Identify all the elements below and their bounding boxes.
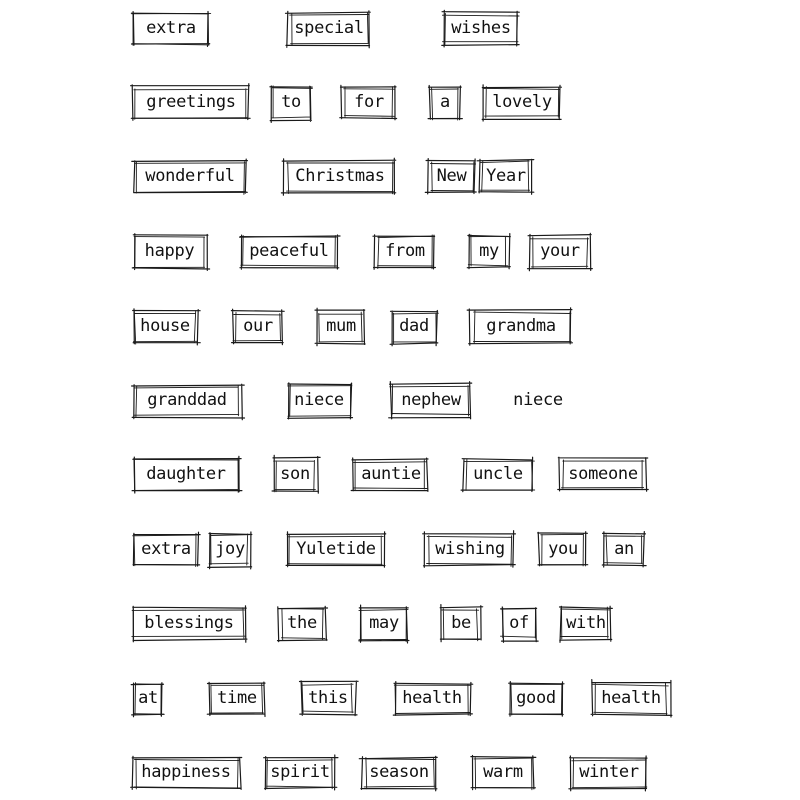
word-stamp — [209, 533, 251, 567]
word-stamp — [132, 86, 250, 120]
word-label: warm — [483, 762, 523, 782]
word-stamp — [425, 533, 515, 567]
word-stamp — [132, 533, 200, 567]
word-label: joy — [215, 539, 245, 559]
word-label: niece — [294, 390, 344, 410]
word-label: happiness — [141, 762, 231, 782]
word-stamp — [472, 756, 534, 790]
word-stamp — [470, 310, 572, 344]
word-stamp — [287, 12, 371, 46]
word-label: house — [140, 316, 190, 336]
word-stamp — [428, 160, 475, 194]
word-stamp — [362, 756, 436, 790]
word-stamp — [353, 458, 429, 492]
word-label: son — [280, 464, 310, 484]
word-stamp — [443, 12, 519, 46]
word-row — [0, 160, 800, 194]
word-stamp — [393, 682, 471, 716]
word-row — [0, 607, 800, 641]
word-stamp — [264, 756, 336, 790]
word-row — [0, 12, 800, 46]
word-stamp — [501, 607, 537, 641]
word-label: extra — [146, 18, 196, 38]
word-label: daughter — [146, 464, 226, 484]
word-label: Yuletide — [296, 539, 376, 559]
word-stamp — [286, 384, 352, 418]
word-label: granddad — [147, 390, 227, 410]
word-label: winter — [579, 762, 639, 782]
word-label: of — [509, 613, 529, 633]
word-stamp — [359, 607, 409, 641]
word-label: an — [614, 539, 634, 559]
word-stamp — [341, 86, 397, 120]
word-stamp — [210, 682, 264, 716]
word-stamp — [529, 235, 591, 269]
word-stamp — [430, 86, 460, 120]
word-stamp — [560, 458, 646, 492]
word-stamp — [287, 533, 385, 567]
word-label: mum — [326, 316, 356, 336]
word-stamp — [482, 86, 562, 120]
word-label: at — [138, 688, 158, 708]
word-label: wishing — [435, 539, 505, 559]
word-label: from — [385, 241, 425, 261]
word-row — [0, 756, 800, 790]
word-stamp — [560, 607, 612, 641]
word-stamp — [300, 682, 356, 716]
word-stamp — [539, 533, 587, 567]
word-stamp — [592, 682, 670, 716]
word-stamp — [133, 160, 247, 194]
word-label: our — [243, 316, 273, 336]
word-row — [0, 682, 800, 716]
word-label: be — [451, 613, 471, 633]
word-row — [0, 86, 800, 120]
word-label: spirit — [270, 762, 330, 782]
word-label: grandma — [486, 316, 556, 336]
word-label: peaceful — [249, 241, 329, 261]
word-stamp — [132, 12, 210, 46]
word-stamp — [240, 235, 338, 269]
word-stamp — [505, 384, 571, 418]
word-stamp — [132, 384, 242, 418]
word-label: good — [516, 688, 556, 708]
word-label: a — [440, 92, 450, 112]
word-stamp — [508, 682, 564, 716]
word-label: greetings — [146, 92, 236, 112]
word-stamp — [132, 458, 240, 492]
word-label: season — [369, 762, 429, 782]
word-label: auntie — [361, 464, 421, 484]
word-label: health — [601, 688, 661, 708]
word-label: with — [566, 613, 606, 633]
word-label: extra — [141, 539, 191, 559]
word-stamp — [270, 86, 312, 120]
word-stamp — [374, 235, 436, 269]
word-stamp — [390, 384, 472, 418]
word-row — [0, 384, 800, 418]
word-label: someone — [568, 464, 638, 484]
word-label: for — [354, 92, 384, 112]
word-label: the — [287, 613, 317, 633]
word-label: time — [217, 688, 257, 708]
word-stamp — [132, 756, 240, 790]
word-stamp — [468, 235, 510, 269]
word-label: you — [548, 539, 578, 559]
word-label: wishes — [451, 18, 511, 38]
word-stamp — [603, 533, 645, 567]
word-stamp — [272, 458, 318, 492]
word-label: nephew — [401, 390, 461, 410]
word-label: wonderful — [145, 166, 235, 186]
word-label: blessings — [144, 613, 234, 633]
word-label: to — [281, 92, 301, 112]
word-stamp — [390, 310, 438, 344]
word-label: lovely — [492, 92, 552, 112]
word-stamp — [132, 235, 207, 269]
word-label: my — [479, 241, 499, 261]
word-label: this — [308, 688, 348, 708]
word-stamp — [132, 607, 246, 641]
word-label: Christmas — [295, 166, 385, 186]
word-stamp — [316, 310, 366, 344]
word-stamp — [278, 607, 326, 641]
word-row — [0, 533, 800, 567]
word-row — [0, 235, 800, 269]
word-label: New — [436, 166, 467, 186]
word-stamp — [284, 160, 396, 194]
word-label: your — [540, 241, 580, 261]
word-stamp — [441, 607, 481, 641]
word-label: special — [294, 18, 364, 38]
word-row — [0, 310, 800, 344]
word-stamp — [132, 682, 164, 716]
word-label: dad — [399, 316, 429, 336]
word-label: health — [402, 688, 462, 708]
word-stamp — [233, 310, 283, 344]
word-stamp — [570, 756, 648, 790]
word-label: happy — [144, 241, 195, 261]
word-label: may — [369, 613, 399, 633]
word-label: niece — [513, 390, 563, 410]
word-row — [0, 458, 800, 492]
word-label: uncle — [473, 464, 523, 484]
word-label: Year — [486, 166, 526, 186]
word-stamp — [479, 160, 533, 194]
word-stamp — [462, 458, 534, 492]
word-stamp — [132, 310, 198, 344]
